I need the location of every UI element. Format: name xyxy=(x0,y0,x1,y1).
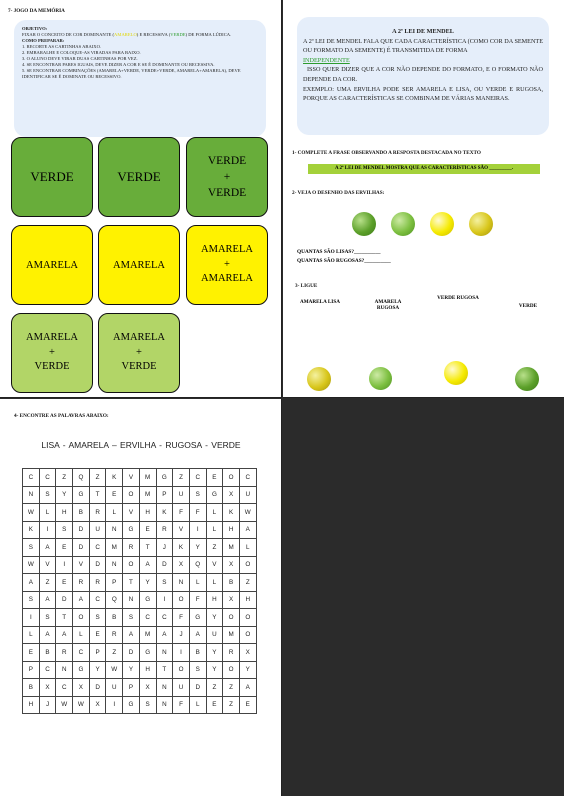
grid-cell[interactable]: I xyxy=(39,521,56,539)
dominant-word: AMARELO xyxy=(114,31,137,37)
grid-cell[interactable]: C xyxy=(39,469,56,487)
grid-cell[interactable]: L xyxy=(23,626,40,644)
pea-green-smooth xyxy=(352,212,376,236)
grid-cell[interactable]: C xyxy=(239,469,256,487)
grid-cell[interactable]: G xyxy=(73,486,90,504)
grid-cell[interactable]: G xyxy=(139,644,156,662)
grid-cell[interactable]: S xyxy=(56,521,73,539)
grid-cell[interactable]: Y xyxy=(206,661,223,679)
grid-cell[interactable]: X xyxy=(173,556,190,574)
step-1: 1. RECORTE AS CARTINHAS ABAIXO. xyxy=(22,43,102,49)
grid-cell[interactable]: O xyxy=(123,556,140,574)
grid-row xyxy=(23,539,257,557)
grid-cell[interactable]: M xyxy=(106,539,123,557)
grid-cell[interactable]: L xyxy=(206,521,223,539)
grid-cell[interactable]: Y xyxy=(189,539,206,557)
pea-ligue-yellow-lisa[interactable] xyxy=(444,361,468,385)
grid-cell[interactable]: O xyxy=(173,591,190,609)
grid-cell[interactable]: Z xyxy=(56,469,73,487)
grid-cell[interactable]: G xyxy=(139,591,156,609)
grid-cell[interactable]: T xyxy=(89,486,106,504)
grid-cell[interactable]: L xyxy=(206,504,223,522)
grid-cell[interactable]: Y xyxy=(123,661,140,679)
grid-cell[interactable]: Y xyxy=(206,644,223,662)
grid-cell[interactable]: D xyxy=(56,591,73,609)
grid-cell[interactable]: P xyxy=(106,574,123,592)
grid-cell[interactable]: E xyxy=(139,521,156,539)
grid-cell[interactable]: V xyxy=(206,556,223,574)
grid-cell[interactable]: Z xyxy=(89,469,106,487)
mendel-law-text-1: A 2ª LEI DE MENDEL FALA QUE CADA CARACTERÍSTICA (COMO COR DA SEMENTE OU FORMATO DA SEMENTE) É TRANSMITIDA DE FORMA INDEPENDENTE xyxy=(303,37,543,64)
grid-cell[interactable]: P xyxy=(123,679,140,697)
grid-cell[interactable]: U xyxy=(173,486,190,504)
grid-cell[interactable]: G xyxy=(189,609,206,627)
grid-row xyxy=(23,626,257,644)
grid-cell[interactable]: O xyxy=(223,609,240,627)
grid-cell[interactable]: F xyxy=(173,504,190,522)
grid-cell[interactable]: I xyxy=(156,591,173,609)
grid-cell[interactable]: G xyxy=(73,661,90,679)
grid-cell[interactable]: Q xyxy=(73,469,90,487)
memory-game-title: 7- JOGO DA MEMÓRIA xyxy=(8,8,65,14)
grid-cell[interactable]: T xyxy=(139,539,156,557)
grid-cell[interactable]: H xyxy=(56,504,73,522)
grid-cell[interactable]: W xyxy=(56,696,73,714)
grid-row xyxy=(23,661,257,679)
page-memory-game xyxy=(0,0,282,398)
grid-cell[interactable]: L xyxy=(39,504,56,522)
grid-cell[interactable]: O xyxy=(239,556,256,574)
grid-cell[interactable]: T xyxy=(56,609,73,627)
grid-cell[interactable]: E xyxy=(206,469,223,487)
grid-cell[interactable]: K xyxy=(23,521,40,539)
card-amarela-verde-1[interactable]: AMARELA + VERDE xyxy=(11,313,93,393)
grid-cell[interactable]: W xyxy=(23,556,40,574)
grid-cell[interactable]: O xyxy=(123,486,140,504)
grid-cell[interactable]: C xyxy=(89,539,106,557)
grid-cell[interactable]: S xyxy=(189,486,206,504)
grid-cell[interactable]: K xyxy=(223,504,240,522)
grid-row xyxy=(23,504,257,522)
grid-cell[interactable]: F xyxy=(189,504,206,522)
grid-cell[interactable]: G xyxy=(206,486,223,504)
grid-cell[interactable]: Y xyxy=(206,609,223,627)
step-2: 2. EMBARALHE E COLOQUE-AS VIRADAS PARA BAIXO. xyxy=(22,49,141,55)
grid-cell[interactable]: S xyxy=(39,609,56,627)
grid-row xyxy=(23,679,257,697)
grid-cell[interactable]: T xyxy=(123,574,140,592)
grid-cell[interactable]: X xyxy=(239,644,256,662)
grid-row xyxy=(23,591,257,609)
mendel-law-title: A 2ª LEI DE MENDEL xyxy=(392,28,454,35)
grid-cell[interactable]: N xyxy=(56,661,73,679)
grid-cell[interactable]: Q xyxy=(189,556,206,574)
grid-cell[interactable]: R xyxy=(156,521,173,539)
grid-cell[interactable]: H xyxy=(139,504,156,522)
mendel-law-text-3: EXEMPLO: UMA ERVILHA PODE SER AMARELA E LISA, OU VERDE E RUGOSA, PORQUE AS CARACTERÍSTICAS SE COMBINAM DE VÁRIAS MANEIRAS. xyxy=(303,85,543,103)
grid-cell[interactable]: X xyxy=(73,679,90,697)
step-5: 5. SE ENCONTRAR COMBINAÇÕES (AMARELA+VERDE, VERDE+VERDE, AMARELA+AMARELA), DEVE IDENTIFICAR SE É DOMINATE OU RECESSIVO. xyxy=(22,67,241,79)
grid-cell[interactable]: C xyxy=(139,609,156,627)
grid-cell[interactable]: Z xyxy=(206,679,223,697)
grid-cell[interactable]: C xyxy=(23,469,40,487)
grid-cell[interactable]: D xyxy=(73,521,90,539)
grid-cell[interactable]: B xyxy=(106,609,123,627)
grid-cell[interactable]: R xyxy=(106,626,123,644)
grid-cell[interactable]: A xyxy=(239,521,256,539)
grid-cell[interactable]: I xyxy=(56,556,73,574)
grid-cell[interactable]: I xyxy=(173,644,190,662)
grid-cell[interactable]: X xyxy=(223,486,240,504)
grid-cell[interactable]: Z xyxy=(39,574,56,592)
grid-cell[interactable]: U xyxy=(89,521,106,539)
grid-cell[interactable]: A xyxy=(189,626,206,644)
question-1-title: 1- COMPLETE A FRASE OBSERVANDO A RESPOSTA DESTACADA NO TEXTO xyxy=(292,150,481,156)
grid-row xyxy=(23,521,257,539)
prepare-heading: COMO PREPARAR: xyxy=(22,37,65,43)
question-lisas: QUANTAS SÃO LISAS?__________ xyxy=(297,249,381,255)
grid-cell[interactable]: L xyxy=(73,626,90,644)
grid-cell[interactable]: X xyxy=(39,679,56,697)
grid-cell[interactable]: R xyxy=(223,644,240,662)
grid-cell[interactable]: T xyxy=(156,661,173,679)
page-word-search xyxy=(0,399,282,796)
grid-cell[interactable]: Z xyxy=(239,574,256,592)
grid-cell[interactable]: S xyxy=(23,591,40,609)
grid-cell[interactable]: O xyxy=(223,469,240,487)
step-3: 3. O ALUNO DEVE VIRAR DUAS CARTINHAS POR VEZ. xyxy=(22,55,138,61)
grid-cell[interactable]: U xyxy=(206,626,223,644)
grid-cell[interactable]: B xyxy=(73,504,90,522)
grid-cell[interactable]: L xyxy=(106,504,123,522)
grid-cell[interactable]: A xyxy=(39,626,56,644)
grid-cell[interactable]: A xyxy=(139,556,156,574)
mendel-law-text-2: ISSO QUER DIZER QUE A COR NÃO DEPENDE DO FORMATO, E O FORMATO NÃO DEPENDE DA COR. xyxy=(303,66,543,84)
grid-cell[interactable]: L xyxy=(189,574,206,592)
grid-cell[interactable]: G xyxy=(156,469,173,487)
grid-cell[interactable]: D xyxy=(89,679,106,697)
objective-box xyxy=(14,20,266,137)
word-list: LISA - AMARELA – ERVILHA - RUGOSA - VERDE xyxy=(41,440,241,450)
pea-ligue-green-rugosa[interactable] xyxy=(369,367,392,390)
grid-cell[interactable]: S xyxy=(123,609,140,627)
grid-cell[interactable]: K xyxy=(173,539,190,557)
grid-cell[interactable]: C xyxy=(56,679,73,697)
grid-cell[interactable]: A xyxy=(39,591,56,609)
grid-cell[interactable]: C xyxy=(156,609,173,627)
grid-cell[interactable]: A xyxy=(156,626,173,644)
grid-cell[interactable]: S xyxy=(189,661,206,679)
grid-cell[interactable]: C xyxy=(89,591,106,609)
card-verde-verde[interactable]: VERDE + VERDE xyxy=(186,137,268,217)
ligue-verde: VERDE xyxy=(518,303,538,309)
question-2-title: 2- VEJA O DESENHO DAS ERVILHAS: xyxy=(292,190,385,196)
question-rugosas: QUANTAS SÃO RUGOSAS?__________ xyxy=(297,258,391,264)
grid-cell[interactable]: L xyxy=(239,539,256,557)
grid-cell[interactable]: N xyxy=(106,556,123,574)
grid-cell[interactable]: G xyxy=(123,696,140,714)
grid-cell[interactable]: I xyxy=(106,696,123,714)
grid-cell[interactable]: N xyxy=(106,521,123,539)
grid-cell[interactable]: Y xyxy=(56,486,73,504)
grid-cell[interactable]: V xyxy=(123,504,140,522)
grid-row xyxy=(23,574,257,592)
grid-cell[interactable]: E xyxy=(56,539,73,557)
grid-cell[interactable]: N xyxy=(173,574,190,592)
grid-cell[interactable]: I xyxy=(23,609,40,627)
grid-cell[interactable]: B xyxy=(223,574,240,592)
grid-cell[interactable]: D xyxy=(89,556,106,574)
grid-cell[interactable]: H xyxy=(239,591,256,609)
grid-cell[interactable]: E xyxy=(56,574,73,592)
mendel-law-box xyxy=(297,17,549,135)
grid-cell[interactable]: M xyxy=(139,486,156,504)
grid-cell[interactable]: V xyxy=(123,469,140,487)
grid-cell[interactable]: W xyxy=(23,504,40,522)
pea-ligue-yellow-rugosa[interactable] xyxy=(307,367,331,391)
grid-cell[interactable]: U xyxy=(173,679,190,697)
grid-cell[interactable]: J xyxy=(173,626,190,644)
card-amarela-2[interactable]: AMARELA xyxy=(98,225,180,305)
grid-cell[interactable]: Y xyxy=(239,661,256,679)
ligue-amarela-rugosa: AMARELA RUGOSA xyxy=(374,299,402,311)
grid-cell[interactable]: N xyxy=(123,591,140,609)
grid-cell[interactable]: X xyxy=(89,696,106,714)
grid-cell[interactable]: M xyxy=(139,626,156,644)
grid-cell[interactable]: O xyxy=(223,661,240,679)
grid-cell[interactable]: U xyxy=(106,679,123,697)
grid-cell[interactable]: X xyxy=(223,591,240,609)
grid-cell[interactable]: E xyxy=(23,644,40,662)
card-verde-2[interactable]: VERDE xyxy=(98,137,180,217)
grid-cell[interactable]: O xyxy=(173,661,190,679)
grid-cell[interactable]: Y xyxy=(139,574,156,592)
grid-cell[interactable]: D xyxy=(189,679,206,697)
grid-cell[interactable]: P xyxy=(156,486,173,504)
grid-cell[interactable]: A xyxy=(39,539,56,557)
grid-cell[interactable]: S xyxy=(156,574,173,592)
grid-row xyxy=(23,556,257,574)
grid-cell[interactable]: A xyxy=(239,679,256,697)
grid-cell[interactable]: W xyxy=(106,661,123,679)
grid-cell[interactable]: S xyxy=(39,486,56,504)
grid-cell[interactable]: J xyxy=(39,696,56,714)
grid-cell[interactable]: S xyxy=(139,696,156,714)
grid-cell[interactable]: L xyxy=(206,574,223,592)
grid-cell[interactable]: H xyxy=(223,521,240,539)
question-1-sentence: A 2ª LEI DE MENDEL MOSTRA QUE AS CARACTERÍSTICAS SÃO _________. xyxy=(308,164,540,174)
grid-cell[interactable]: E xyxy=(106,486,123,504)
grid-cell[interactable]: A xyxy=(56,626,73,644)
card-amarela-amarela[interactable]: AMARELA + AMARELA xyxy=(186,225,268,305)
grid-cell[interactable]: D xyxy=(156,556,173,574)
grid-cell[interactable]: O xyxy=(239,609,256,627)
grid-cell[interactable]: D xyxy=(123,644,140,662)
grid-cell[interactable]: C xyxy=(73,644,90,662)
grid-cell[interactable]: E xyxy=(206,696,223,714)
grid-cell[interactable]: K xyxy=(106,469,123,487)
grid-cell[interactable]: C xyxy=(189,469,206,487)
grid-cell[interactable]: S xyxy=(89,609,106,627)
grid-cell[interactable]: H xyxy=(206,591,223,609)
grid-cell[interactable]: X xyxy=(223,556,240,574)
grid-cell[interactable]: N xyxy=(156,679,173,697)
card-amarela-verde-2[interactable]: AMARELA + VERDE xyxy=(98,313,180,393)
grid-cell[interactable]: P xyxy=(89,644,106,662)
page-mendel-law xyxy=(283,0,564,398)
step-4: 4. SE ENCONTRAR PARES IGUAIS, DEVE DIZER A COR E SE É DOMINANTE OU RECESSIVA. xyxy=(22,61,215,67)
grid-cell[interactable]: A xyxy=(73,591,90,609)
grid-cell[interactable]: O xyxy=(239,626,256,644)
grid-cell[interactable]: P xyxy=(23,661,40,679)
card-verde-1[interactable]: VERDE xyxy=(11,137,93,217)
grid-cell[interactable]: Y xyxy=(89,661,106,679)
grid-cell[interactable]: W xyxy=(239,504,256,522)
grid-cell[interactable]: A xyxy=(23,574,40,592)
grid-cell[interactable]: R xyxy=(123,539,140,557)
grid-cell[interactable]: S xyxy=(23,539,40,557)
word-search-title: 4- ENCONTRE AS PALAVRAS ABAIXO: xyxy=(14,413,109,419)
grid-cell[interactable]: H xyxy=(139,661,156,679)
grid-row xyxy=(23,469,257,487)
grid-cell[interactable]: R xyxy=(89,574,106,592)
grid-cell[interactable]: I xyxy=(189,521,206,539)
pea-yellow-wrinkled xyxy=(469,212,493,236)
pea-ligue-green-lisa[interactable] xyxy=(515,367,539,391)
grid-cell[interactable]: C xyxy=(39,661,56,679)
pea-green-wrinkled xyxy=(391,212,415,236)
grid-cell[interactable]: N xyxy=(23,486,40,504)
grid-row xyxy=(23,486,257,504)
grid-cell[interactable]: R xyxy=(56,644,73,662)
question-3-title: 3- LIGUE xyxy=(295,283,318,289)
grid-cell[interactable]: R xyxy=(89,504,106,522)
grid-cell[interactable]: Z xyxy=(223,696,240,714)
grid-cell[interactable]: M xyxy=(223,626,240,644)
grid-cell[interactable]: F xyxy=(189,591,206,609)
ligue-verde-rugosa: VERDE RUGOSA xyxy=(437,295,479,301)
grid-cell[interactable]: V xyxy=(173,521,190,539)
card-amarela-1[interactable]: AMARELA xyxy=(11,225,93,305)
pea-yellow-smooth xyxy=(430,212,454,236)
grid-cell[interactable]: V xyxy=(39,556,56,574)
grid-cell[interactable]: M xyxy=(139,469,156,487)
grid-cell[interactable]: K xyxy=(156,504,173,522)
grid-cell[interactable]: E xyxy=(239,696,256,714)
grid-cell[interactable]: F xyxy=(173,696,190,714)
grid-cell[interactable]: M xyxy=(223,539,240,557)
recessive-word: VERDE xyxy=(170,31,186,37)
grid-cell[interactable]: Z xyxy=(173,469,190,487)
grid-cell[interactable]: V xyxy=(73,556,90,574)
grid-cell[interactable]: H xyxy=(23,696,40,714)
grid-cell[interactable]: G xyxy=(123,521,140,539)
grid-cell[interactable]: Z xyxy=(223,679,240,697)
grid-row xyxy=(23,696,257,714)
grid-cell[interactable]: E xyxy=(89,626,106,644)
grid-cell[interactable]: B xyxy=(189,644,206,662)
objective-heading: OBJETIVO: xyxy=(22,26,48,31)
grid-cell[interactable]: X xyxy=(139,679,156,697)
grid-row xyxy=(23,644,257,662)
grid-cell[interactable]: L xyxy=(189,696,206,714)
grid-cell[interactable]: O xyxy=(73,609,90,627)
grid-cell[interactable]: Z xyxy=(106,644,123,662)
grid-cell[interactable]: A xyxy=(123,626,140,644)
grid-cell[interactable]: Z xyxy=(206,539,223,557)
grid-cell[interactable]: R xyxy=(73,574,90,592)
grid-cell[interactable]: N xyxy=(156,696,173,714)
grid-row xyxy=(23,609,257,627)
grid-cell[interactable]: W xyxy=(73,696,90,714)
grid-cell[interactable]: N xyxy=(156,644,173,662)
objective-text: FIXAR O CONCEITO DE COR DOMINANTE (AMARELO) E RECESSIVA (VERDE) DE FORMA LÚDICA. xyxy=(22,31,232,37)
grid-cell[interactable]: F xyxy=(173,609,190,627)
grid-cell[interactable]: J xyxy=(156,539,173,557)
independente-word: INDEPENDENTE xyxy=(303,56,350,64)
grid-cell[interactable]: Q xyxy=(106,591,123,609)
grid-cell[interactable]: U xyxy=(239,486,256,504)
word-search-grid[interactable] xyxy=(22,468,257,714)
grid-cell[interactable]: D xyxy=(73,539,90,557)
grid-cell[interactable]: B xyxy=(39,644,56,662)
ligue-amarela-lisa: AMARELA LISA xyxy=(300,299,340,305)
grid-cell[interactable]: B xyxy=(23,679,40,697)
